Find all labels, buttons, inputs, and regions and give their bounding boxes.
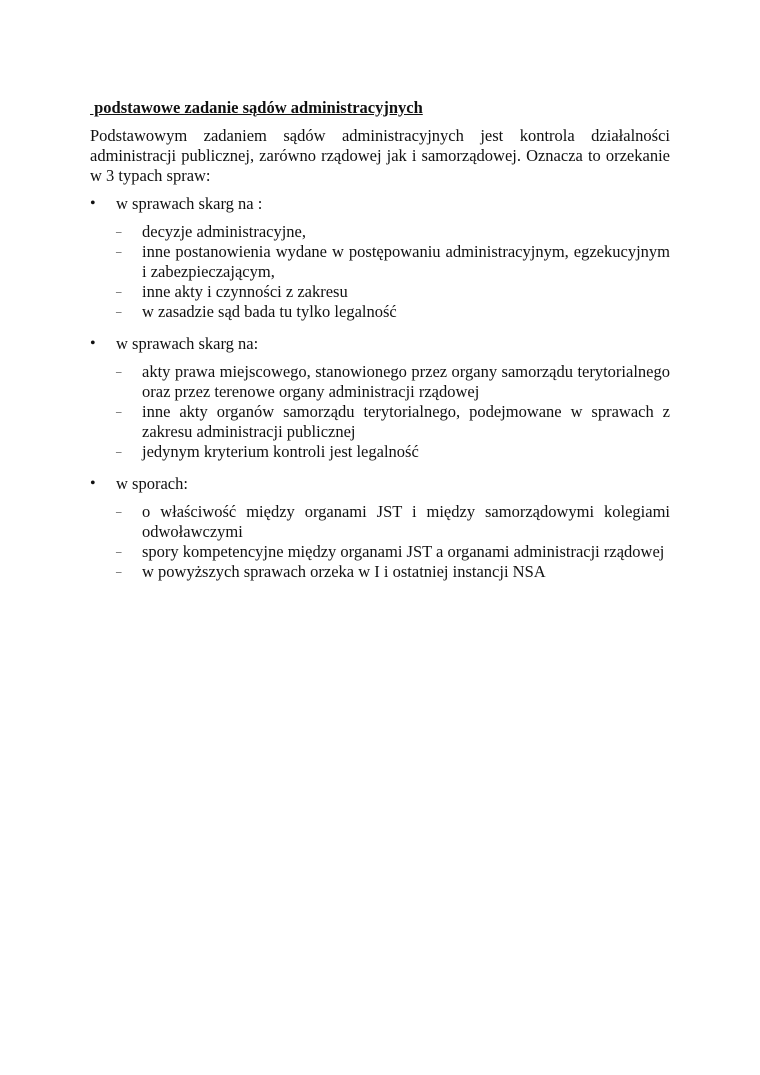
sub-list-item bbox=[90, 442, 670, 462]
bullet-item-1 bbox=[90, 194, 670, 214]
sub-list-item bbox=[90, 282, 670, 302]
sub-item-text: decyzje administracyjne, bbox=[142, 222, 307, 241]
sub-list-item bbox=[90, 242, 670, 282]
sub-item-text: o właściwość między organami JST i między samorządowymi kolegiami odwoławczymi bbox=[142, 502, 670, 541]
bullet-label: w sprawach skarg na: bbox=[116, 334, 259, 353]
sub-item-text: inne postanowienia wydane w postępowaniu administracyjnym, egzekucyjnym i zabezpieczającym, bbox=[142, 242, 670, 281]
sub-list-item bbox=[90, 362, 670, 402]
bullet-item-3 bbox=[90, 474, 670, 494]
dash-icon: – bbox=[116, 306, 122, 318]
dash-icon: – bbox=[116, 566, 122, 578]
sub-list-item bbox=[90, 302, 670, 322]
sub-item-text: w zasadzie sąd bada tu tylko legalność bbox=[142, 302, 397, 321]
bullet-label: w sporach: bbox=[116, 474, 188, 493]
sub-item-text: jedynym kryterium kontroli jest legalność bbox=[142, 442, 419, 461]
dash-icon: – bbox=[116, 406, 122, 418]
sub-list-item bbox=[90, 542, 670, 562]
sub-item-text: spory kompetencyjne między organami JST a organami administracji rządowej bbox=[142, 542, 665, 561]
sub-list-item bbox=[90, 402, 670, 442]
sub-item-text: akty prawa miejscowego, stanowionego przez organy samorządu terytorialnego oraz przez terenowe organy administracji rządowej bbox=[142, 362, 670, 401]
sub-item-text: inne akty i czynności z zakresu bbox=[142, 282, 348, 301]
dash-icon: – bbox=[116, 246, 122, 258]
sub-list-item bbox=[90, 222, 670, 242]
sub-list-1 bbox=[90, 222, 670, 322]
sub-list-item bbox=[90, 562, 670, 582]
sub-item-text: inne akty organów samorządu terytorialnego, podejmowane w sprawach z zakresu administracji publicznej bbox=[142, 402, 670, 441]
section-heading: podstawowe zadanie sądów administracyjnych bbox=[90, 98, 423, 117]
intro-paragraph: Podstawowym zadaniem sądów administracyjnych jest kontrola działalności administracji publicznej, zarówno rządowej jak i samorządowej. Oznacza to orzekanie w 3 typach spraw: bbox=[90, 126, 670, 185]
bullet-icon: • bbox=[90, 475, 96, 492]
dash-icon: – bbox=[116, 366, 122, 378]
bullet-label: w sprawach skarg na : bbox=[116, 194, 263, 213]
dash-icon: – bbox=[116, 506, 122, 518]
bullet-icon: • bbox=[90, 195, 96, 212]
dash-icon: – bbox=[116, 286, 122, 298]
sub-list-2 bbox=[90, 362, 670, 462]
bullet-item-2 bbox=[90, 334, 670, 354]
document-content bbox=[90, 98, 670, 594]
dash-icon: – bbox=[116, 446, 122, 458]
sub-list-item bbox=[90, 502, 670, 542]
dash-icon: – bbox=[116, 546, 122, 558]
sub-item-text: w powyższych sprawach orzeka w I i ostatniej instancji NSA bbox=[142, 562, 546, 581]
bullet-icon: • bbox=[90, 335, 96, 352]
sub-list-3 bbox=[90, 502, 670, 582]
dash-icon: – bbox=[116, 226, 122, 238]
